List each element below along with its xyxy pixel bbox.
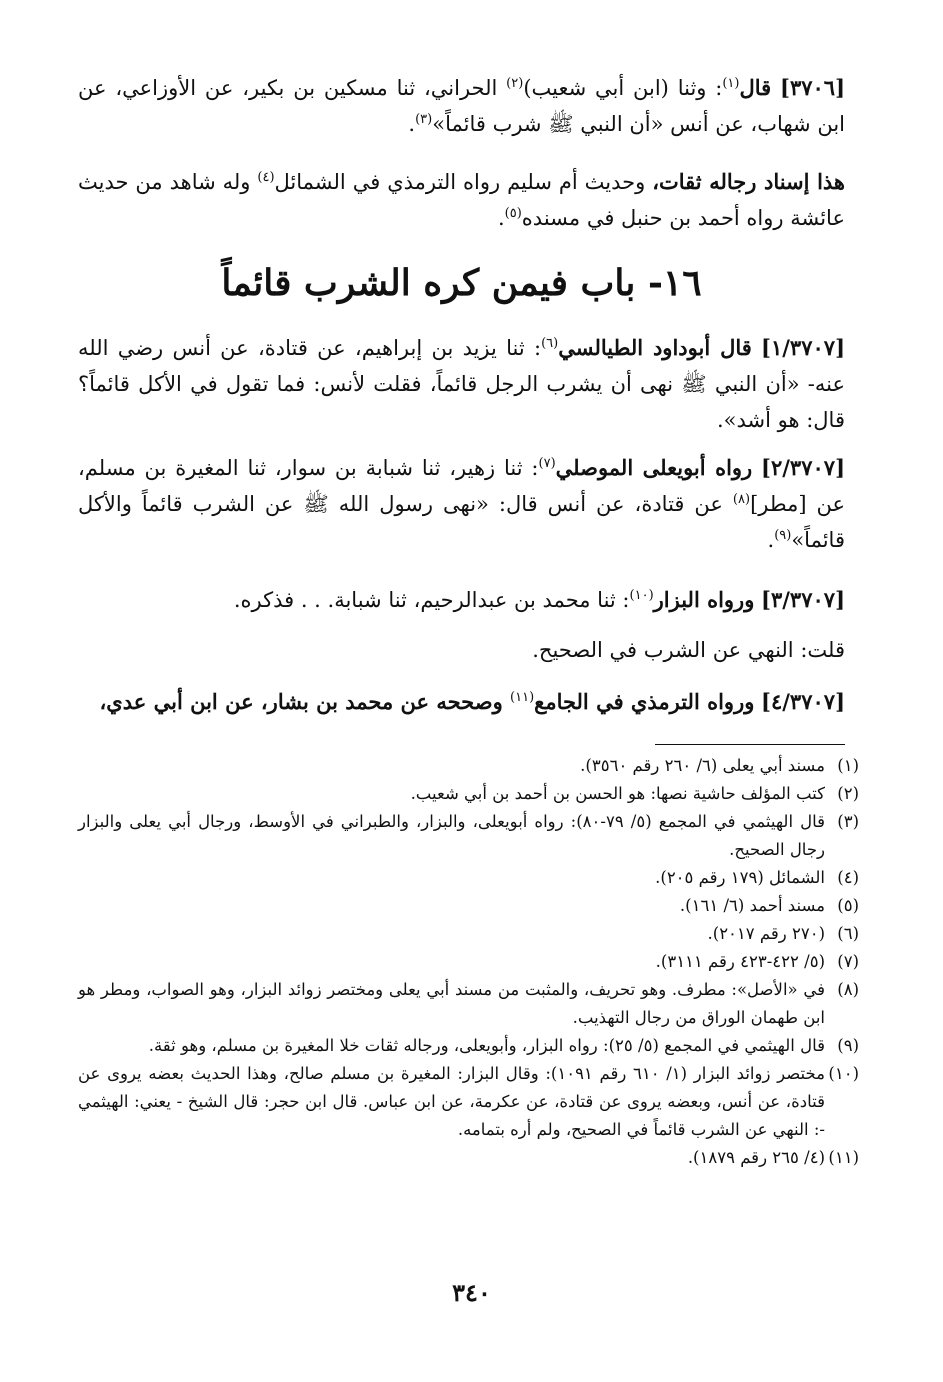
- footnote-number: (٨): [837, 980, 859, 999]
- hadith-3706: [78, 70, 845, 142]
- hadith-number: [٣٧٠٦]: [780, 75, 845, 100]
- footnote-divider: [655, 744, 845, 745]
- isnad-text: وله شاهد من حديث عائشة رواه أحمد بن حنبل في مسنده: [78, 170, 845, 230]
- hadith-text: : ثنا زهير، ثنا شبابة بن سوار، ثنا المغيرة بن مسلم، عن [مطر]: [78, 456, 846, 516]
- footnote-ref: (٣): [415, 112, 433, 127]
- isnad-verdict: هذا إسناد رجاله ثقات،: [652, 169, 845, 194]
- footnote-text: في «الأصل»: مطرف. وهو تحريف، والمثبت من مسند أبي يعلى ومختصر زوائد البزار، وهو الصواب، ومطر هو ابن طهمان الوراق من رجال التهذيب.: [78, 980, 825, 1027]
- footnote-ref: (٧): [538, 456, 556, 471]
- footnote: [78, 920, 859, 948]
- hadith-text: .: [767, 528, 775, 552]
- hadith-3707-3: [78, 582, 845, 618]
- hadith-text: وصححه عن محمد بن بشار، عن ابن أبي عدي،: [99, 689, 511, 714]
- footnotes: [78, 752, 859, 1172]
- chapter-title: ١٦- باب فيمن كره الشرب قائماً: [221, 262, 702, 304]
- hadith-lead: ورواه البزار: [653, 587, 755, 612]
- hadith-text: : ثنا يزيد بن إبراهيم، عن قتادة، عن أنس رضي الله عنه- «أن النبي ﷺ نهى أن يشرب الرجل قائماً، فقلت لأنس: فما تقول في الأكل قائماً؟ قال: هو أشد».: [78, 336, 845, 432]
- hadith-3707-1: [78, 330, 845, 438]
- page-number: ٣٤٠: [452, 1278, 491, 1307]
- hadith-number: [٤/٣٧٠٧]: [761, 689, 845, 714]
- footnote-text: مختصر زوائد البزار (١/ ٦١٠ رقم ١٠٩١): وقال البزار: المغيرة بن مسلم صالح، وهذا الحديث بعضه يروى عن قتادة، عن أنس، وبعضه يروى عن قتادة، عن عكرمة، عن ابن عباس. قال ابن حجر: قال الشيخ - يعني: الهيثمي -: النهي عن الشرب قائماً في الصحيح، ولم أره بتمامه.: [78, 1064, 826, 1139]
- footnote-ref: (٨): [732, 492, 751, 507]
- hadith-text: الحراني، ثنا مسكين بن بكير، عن الأوزاعي، عن ابن شهاب، عن أنس «أن النبي ﷺ شرب قائماً»: [78, 76, 845, 136]
- hadith-text: : وثنا (ابن أبي شعيب): [523, 76, 723, 100]
- hadith-text: .: [408, 112, 416, 136]
- footnote: [78, 808, 859, 864]
- footnote-number: (١): [837, 756, 859, 775]
- footnote: [78, 1032, 859, 1060]
- footnote-number: (٦): [837, 924, 859, 943]
- isnad-text: وحديث أم سليم رواه الترمذي في الشمائل: [274, 170, 653, 194]
- footnote: [78, 1060, 859, 1144]
- hadith-lead: قال أبوداود الطيالسي: [558, 335, 752, 360]
- footnote-number: (٧): [837, 952, 859, 971]
- footnote-ref: (١): [722, 76, 740, 91]
- footnote: [78, 864, 859, 892]
- footnote-text: الشمائل (١٧٩ رقم ٢٠٥).: [655, 868, 825, 887]
- footnote: [78, 976, 859, 1032]
- footnote: [78, 948, 859, 976]
- footnote: [78, 1144, 859, 1172]
- footnote-ref: (٢): [506, 76, 524, 91]
- footnote-text: (٢٧٠ رقم ٢٠١٧).: [707, 924, 825, 943]
- hadith-3707-2: [78, 450, 845, 558]
- footnote-ref: (١٠): [629, 588, 654, 603]
- footnote-text: مسند أبي يعلى (٦/ ٢٦٠ رقم ٣٥٦٠).: [580, 756, 825, 775]
- footnote-number: (٤): [837, 868, 859, 887]
- hadith-text: : ثنا محمد بن عبدالرحيم، ثنا شبابة. . . فذكره.: [233, 588, 630, 612]
- footnote: [78, 752, 859, 780]
- hadith-lead: قال: [739, 75, 772, 100]
- hadith-number: [١/٣٧٠٧]: [761, 335, 845, 360]
- footnote: [78, 892, 859, 920]
- isnad-note: [78, 164, 845, 236]
- footnote-number: (٣): [837, 812, 859, 831]
- hadith-lead: رواه أبويعلى الموصلي: [555, 455, 753, 480]
- footnote-text: (٤/ ٢٦٥ رقم ١٨٧٩).: [687, 1148, 825, 1167]
- footnote-number: (٢): [837, 784, 859, 803]
- footnote-ref: (٥): [504, 206, 522, 221]
- footnote-text: قال الهيثمي في المجمع (٥/ ٧٩-٨٠): رواه أبويعلى، والبزار، والطبراني في الأوسط، ورجال أبي يعلى والبزار رجال الصحيح.: [78, 812, 825, 859]
- qultu-note: قلت: النهي عن الشرب في الصحيح.: [532, 638, 845, 662]
- footnote-number: (٩): [837, 1036, 859, 1055]
- hadith-lead: ورواه الترمذي في الجامع: [534, 689, 755, 714]
- footnote-ref: (٩): [774, 528, 792, 543]
- footnote-ref: (٦): [541, 336, 559, 351]
- footnote-number: (١٠): [828, 1064, 860, 1083]
- footnote-ref: (٤): [257, 170, 275, 185]
- footnote: [78, 780, 859, 808]
- hadith-number: [٢/٣٧٠٧]: [761, 455, 845, 480]
- hadith-text: عن قتادة، عن أنس قال: «نهى رسول الله ﷺ عن الشرب قائماً والأكل قائماً»: [78, 492, 845, 552]
- footnote-number: (١١): [828, 1148, 859, 1167]
- hadith-number: [٣/٣٧٠٧]: [761, 587, 845, 612]
- hadith-3707-4: [78, 684, 845, 720]
- footnote-number: (٥): [837, 896, 859, 915]
- footnote-text: (٥/ ٤٢٢-٤٢٣ رقم ٣١١١).: [655, 952, 825, 971]
- footnote-text: مسند أحمد (٦/ ١٦١).: [679, 896, 825, 915]
- footnote-text: كتب المؤلف حاشية نصها: هو الحسن بن أحمد بن أبي شعيب.: [410, 784, 825, 803]
- footnote-text: قال الهيثمي في المجمع (٥/ ٢٥): رواه البزار، وأبويعلى، ورجاله ثقات خلا المغيرة بن مسلم، وهو ثقة.: [148, 1036, 825, 1055]
- footnote-ref: (١١): [510, 690, 535, 705]
- isnad-text: .: [497, 206, 505, 230]
